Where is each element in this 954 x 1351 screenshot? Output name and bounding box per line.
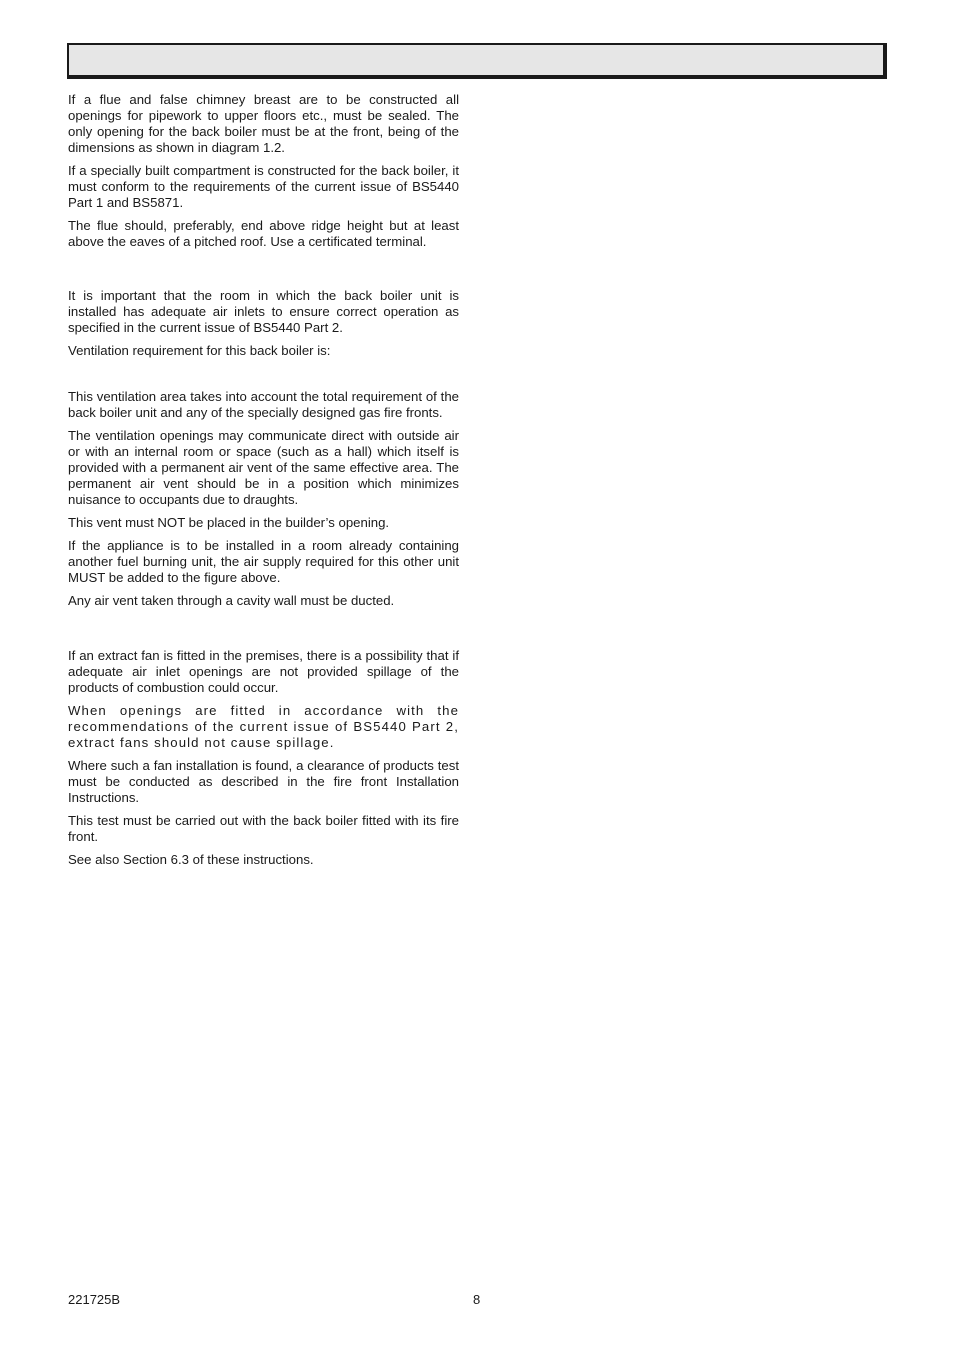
page-number: 8 [473,1292,481,1307]
section-header-bar [67,43,887,79]
fan-paragraph-1: If an extract fan is fitted in the premises, there is a possibility that if adequate air inlet openings are not provided spillage of the products of combustion could occur. [68,648,459,695]
air-paragraph-2: Ventilation requirement for this back boiler is: [68,343,331,358]
fan-paragraph-3: Where such a fan installation is found, a clearance of products test must be conducted as described in the fire front Installation Instructions. [68,758,459,805]
air-paragraph-1: It is important that the room in which the back boiler unit is installed has adequate air inlets to ensure correct operation as specified in the current issue of BS5440 Part 2. [68,288,459,335]
fan-paragraph-5: See also Section 6.3 of these instructions. [68,852,314,867]
air-paragraph-4: The ventilation openings may communicate direct with outside air or with an internal room or space (such as a hall) which itself is provided with a permanent air vent of the same effective area. The permanent air vent should be in a position which minimizes nuisance to occupants due to draughts. [68,428,459,507]
fan-paragraph-2: When openings are fitted in accordance with the recommendations of the current issue of BS5440 Part 2, extract fans should not cause spillage. [68,703,459,750]
air-paragraph-6: If the appliance is to be installed in a room already containing another fuel burning unit, the air supply required for this other unit MUST be added to the figure above. [68,538,459,585]
document-code: 221725B [68,1292,121,1307]
flue-paragraph-2: If a specially built compartment is constructed for the back boiler, it must conform to the requirements of the current issue of BS5440 Part 1 and BS5871. [68,163,459,210]
fan-paragraph-4: This test must be carried out with the back boiler fitted with its fire front. [68,813,459,844]
air-paragraph-5: This vent must NOT be placed in the builder’s opening. [68,515,390,530]
air-paragraph-7: Any air vent taken through a cavity wall must be ducted. [68,593,395,608]
flue-paragraph-1: If a flue and false chimney breast are to be constructed all openings for pipework to upper floors etc., must be sealed. The only opening for the back boiler must be at the front, being of the dimensions as shown in diagram 1.2. [68,92,459,155]
text-column [68,92,459,868]
air-paragraph-3: This ventilation area takes into account the total requirement of the back boiler unit and any of the specially designed gas fire fronts. [68,389,459,420]
flue-paragraph-3: The flue should, preferably, end above ridge height but at least above the eaves of a pitched roof. Use a certificated terminal. [68,218,459,249]
